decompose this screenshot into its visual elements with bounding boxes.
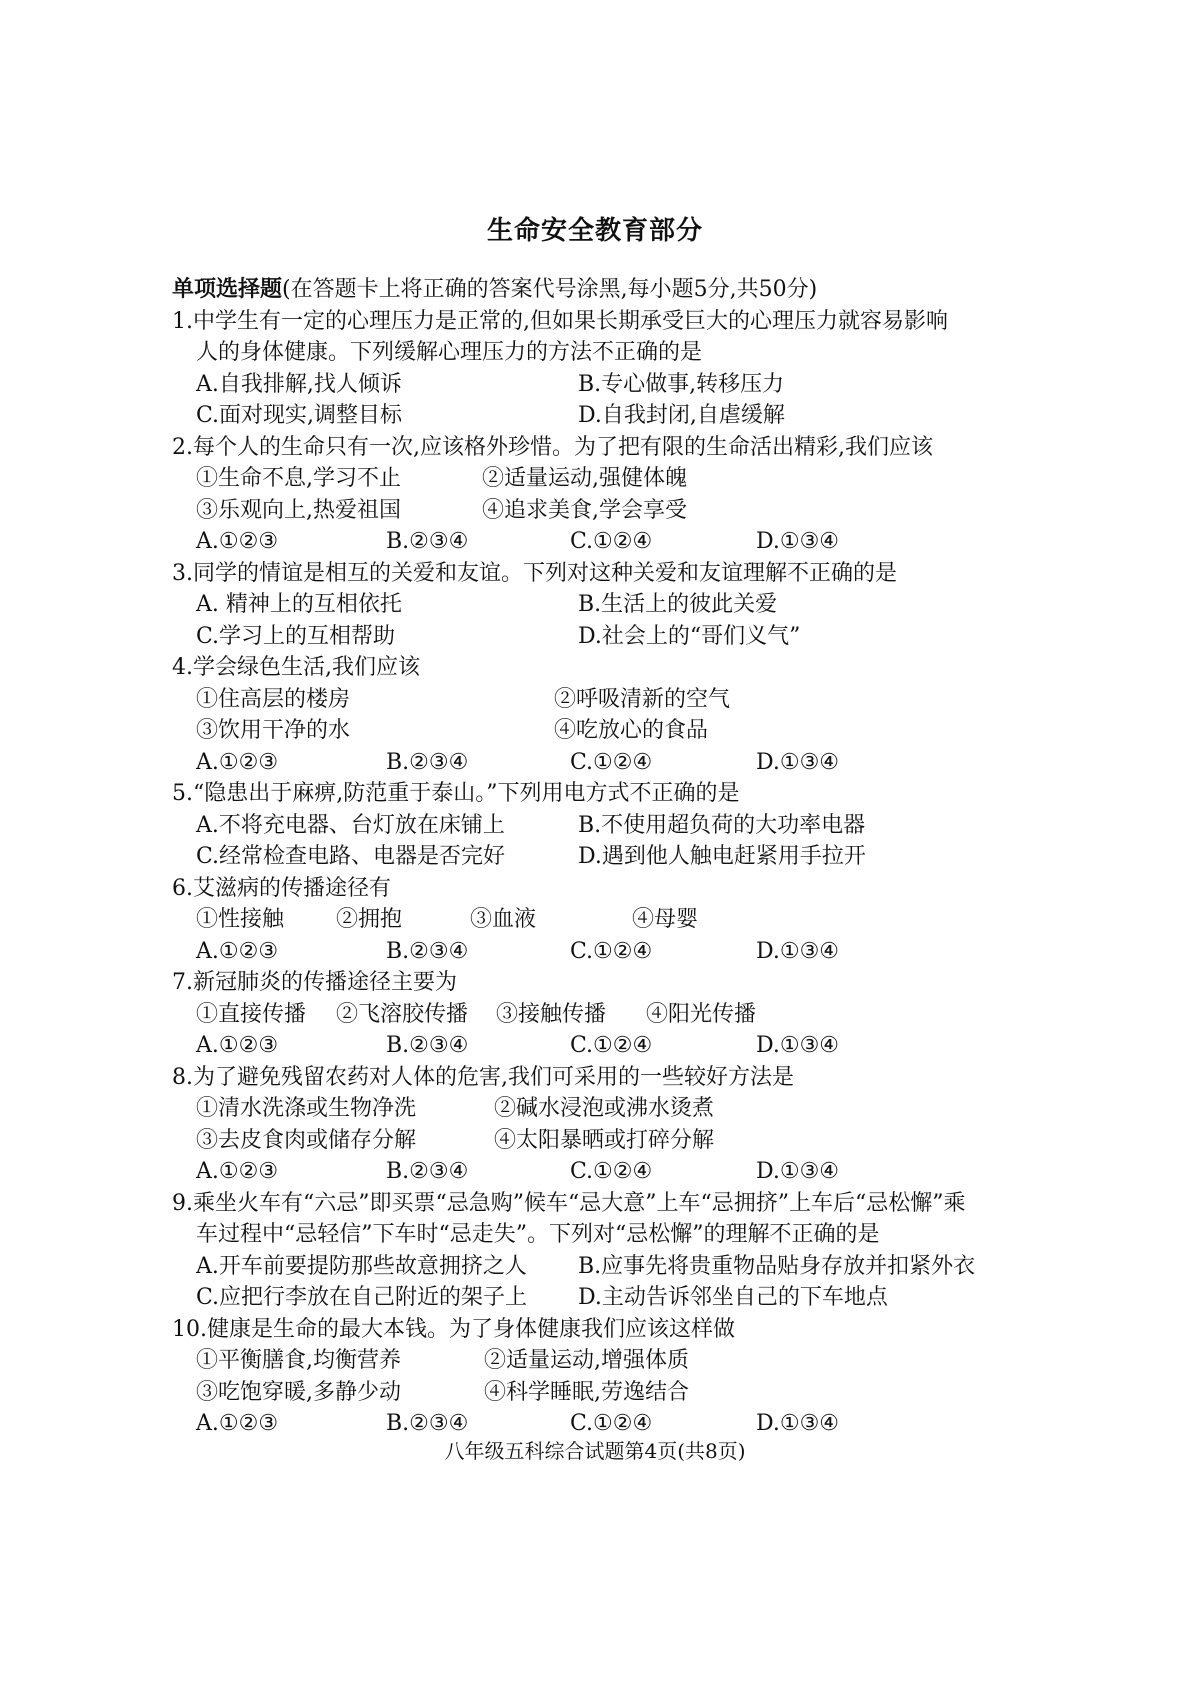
answer-option: A.①②③ [196, 1411, 279, 1436]
question-stem: 3.同学的情谊是相互的关爱和友谊。下列对这种关爱和友谊理解不正确的是 [172, 560, 897, 586]
answer-option: A.不将充电器、台灯放在床铺上 [196, 812, 505, 838]
option-row [172, 715, 1032, 747]
option-row [172, 589, 1032, 621]
answer-option: A.开车前要提防那些故意拥挤之人 [196, 1253, 527, 1279]
answer-option: ④母婴 [632, 907, 699, 932]
option-row [172, 1345, 1032, 1377]
question-stem: 4.学会绿色生活,我们应该 [172, 655, 420, 680]
answer-option: D.①③④ [756, 1033, 840, 1058]
answer-option: C.①②④ [570, 529, 653, 554]
answer-option: C.经常检查电路、电器是否完好 [196, 844, 506, 869]
option-row [172, 1282, 1032, 1314]
answer-option: ①住高层的楼房 [196, 686, 351, 712]
answer-option: D.自我封闭,自虐缓解 [578, 403, 785, 428]
answer-option: ③乐观向上,热爱祖国 [196, 497, 401, 523]
answer-option: C.①②④ [570, 1033, 653, 1058]
answer-option: B.②③④ [386, 1033, 469, 1058]
question-stem: 6.艾滋病的传播途径有 [172, 875, 391, 901]
option-row [172, 1125, 1032, 1157]
answer-option: ③去皮食肉或储存分解 [196, 1127, 417, 1153]
answer-option: B.②③④ [386, 938, 469, 964]
option-row [172, 684, 1032, 716]
answer-option: ③吃饱穿暖,多静少动 [196, 1379, 401, 1405]
option-row [172, 1156, 1032, 1188]
answer-option: ④追求美食,学会享受 [482, 497, 687, 523]
answer-option: B.专心做事,转移压力 [578, 371, 785, 397]
answer-option: ②拥抱 [336, 907, 403, 932]
question-list [172, 274, 1032, 1440]
answer-option: C.①②④ [570, 1159, 653, 1184]
section-heading [172, 274, 1032, 306]
answer-option: C.①②④ [570, 1411, 653, 1436]
answer-option: A. 精神上的互相依托 [196, 592, 402, 617]
option-row [172, 904, 1032, 936]
answer-option: ④吃放心的食品 [554, 718, 709, 743]
option-row [172, 747, 1032, 779]
answer-option: ②适量运动,增强体质 [484, 1348, 689, 1373]
question-stem: 1.中学生有一定的心理压力是正常的,但如果长期承受巨大的心理压力就容易影响 [172, 308, 948, 334]
answer-option: B.②③④ [386, 1411, 469, 1436]
option-row [172, 999, 1032, 1031]
answer-option: ①平衡膳食,均衡营养 [196, 1348, 401, 1373]
answer-option: B.生活上的彼此关爱 [578, 592, 778, 617]
answer-option: B.②③④ [386, 529, 469, 554]
option-row [172, 400, 1032, 432]
question-stem: 2.每个人的生命只有一次,应该格外珍惜。为了把有限的生命活出精彩,我们应该 [172, 434, 933, 460]
option-row [172, 621, 1032, 653]
answer-option: B.应事先将贵重物品贴身存放并扣紧外衣 [578, 1253, 976, 1279]
answer-option: ②飞溶胶传播 [336, 1001, 469, 1027]
answer-option: C.应把行李放在自己附近的架子上 [196, 1285, 528, 1310]
answer-option: ①性接触 [196, 907, 285, 932]
answer-option: ①直接传播 [196, 1001, 307, 1027]
answer-option: B.不使用超负荷的大功率电器 [578, 812, 866, 838]
section-instruction: (在答题卡上将正确的答案代号涂黑,每小题5分,共50分) [282, 277, 818, 302]
answer-option: ④阳光传播 [646, 1001, 757, 1027]
option-row [172, 1251, 1032, 1283]
answer-option: ④太阳暴晒或打碎分解 [494, 1127, 715, 1153]
answer-option: B.②③④ [386, 749, 469, 775]
answer-option: ②呼吸清新的空气 [554, 686, 731, 712]
answer-option: C.①②④ [570, 749, 653, 775]
option-row [172, 463, 1032, 495]
question-stem: 车过程中“忌轻信”下车时“忌走失”。下列对“忌松懈”的理解不正确的是 [196, 1222, 880, 1247]
answer-option: D.社会上的“哥们义气” [578, 623, 801, 649]
question-stem: 5.“隐患出于麻痹,防范重于泰山。”下列用电方式不正确的是 [172, 781, 740, 806]
page-footer: 八年级五科综合试题第4页(共8页) [444, 1439, 746, 1463]
option-row [172, 841, 1032, 873]
answer-option: ③饮用干净的水 [196, 718, 351, 743]
question-stem: 9.乘坐火车有“六忌”即买票“忌急购”候车“忌大意”上车“忌拥挤”上车后“忌松懈”乘 [172, 1190, 966, 1216]
answer-option: ③血液 [470, 907, 537, 932]
option-row [172, 936, 1032, 968]
answer-option: B.②③④ [386, 1159, 469, 1184]
answer-option: D.①③④ [756, 529, 840, 554]
answer-option: ③接触传播 [496, 1001, 607, 1027]
question-stem: 人的身体健康。下列缓解心理压力的方法不正确的是 [196, 340, 703, 365]
answer-option: A.①②③ [196, 529, 279, 554]
answer-option: ④科学睡眠,劳逸结合 [484, 1379, 689, 1405]
option-row [172, 1377, 1032, 1409]
answer-option: ②适量运动,强健体魄 [482, 466, 687, 491]
question-stem: 7.新冠肺炎的传播途径主要为 [172, 970, 457, 995]
answer-option: C.学习上的互相帮助 [196, 623, 396, 649]
answer-option: A.①②③ [196, 1159, 279, 1184]
answer-option: D.①③④ [756, 1159, 840, 1184]
answer-option: ②碱水浸泡或沸水烫煮 [494, 1096, 715, 1121]
answer-option: D.主动告诉邻坐自己的下车地点 [578, 1285, 888, 1310]
question-stem: 10.健康是生命的最大本钱。为了身体健康我们应该这样做 [172, 1316, 735, 1342]
answer-option: A.自我排解,找人倾诉 [196, 371, 402, 397]
answer-option: A.①②③ [196, 1033, 279, 1058]
option-row [172, 810, 1032, 842]
answer-option: ①生命不息,学习不止 [196, 466, 401, 491]
answer-option: A.①②③ [196, 938, 279, 964]
option-row [172, 369, 1032, 401]
answer-option: ①清水洗涤或生物净洗 [196, 1096, 417, 1121]
option-row [172, 1030, 1032, 1062]
section-heading-label: 单项选择题 [172, 277, 283, 302]
answer-option: D.①③④ [756, 938, 840, 964]
option-row [172, 526, 1032, 558]
answer-option: D.①③④ [756, 749, 840, 775]
option-row [172, 1093, 1032, 1125]
answer-option: D.①③④ [756, 1411, 840, 1436]
answer-option: A.①②③ [196, 749, 279, 775]
answer-option: C.①②④ [570, 938, 653, 964]
option-row [172, 495, 1032, 527]
answer-option: C.面对现实,调整目标 [196, 403, 403, 428]
page-title: 生命安全教育部分 [486, 216, 703, 246]
answer-option: D.遇到他人触电赶紧用手拉开 [578, 844, 866, 869]
question-stem: 8.为了避免残留农药对人体的危害,我们可采用的一些较好方法是 [172, 1064, 794, 1090]
